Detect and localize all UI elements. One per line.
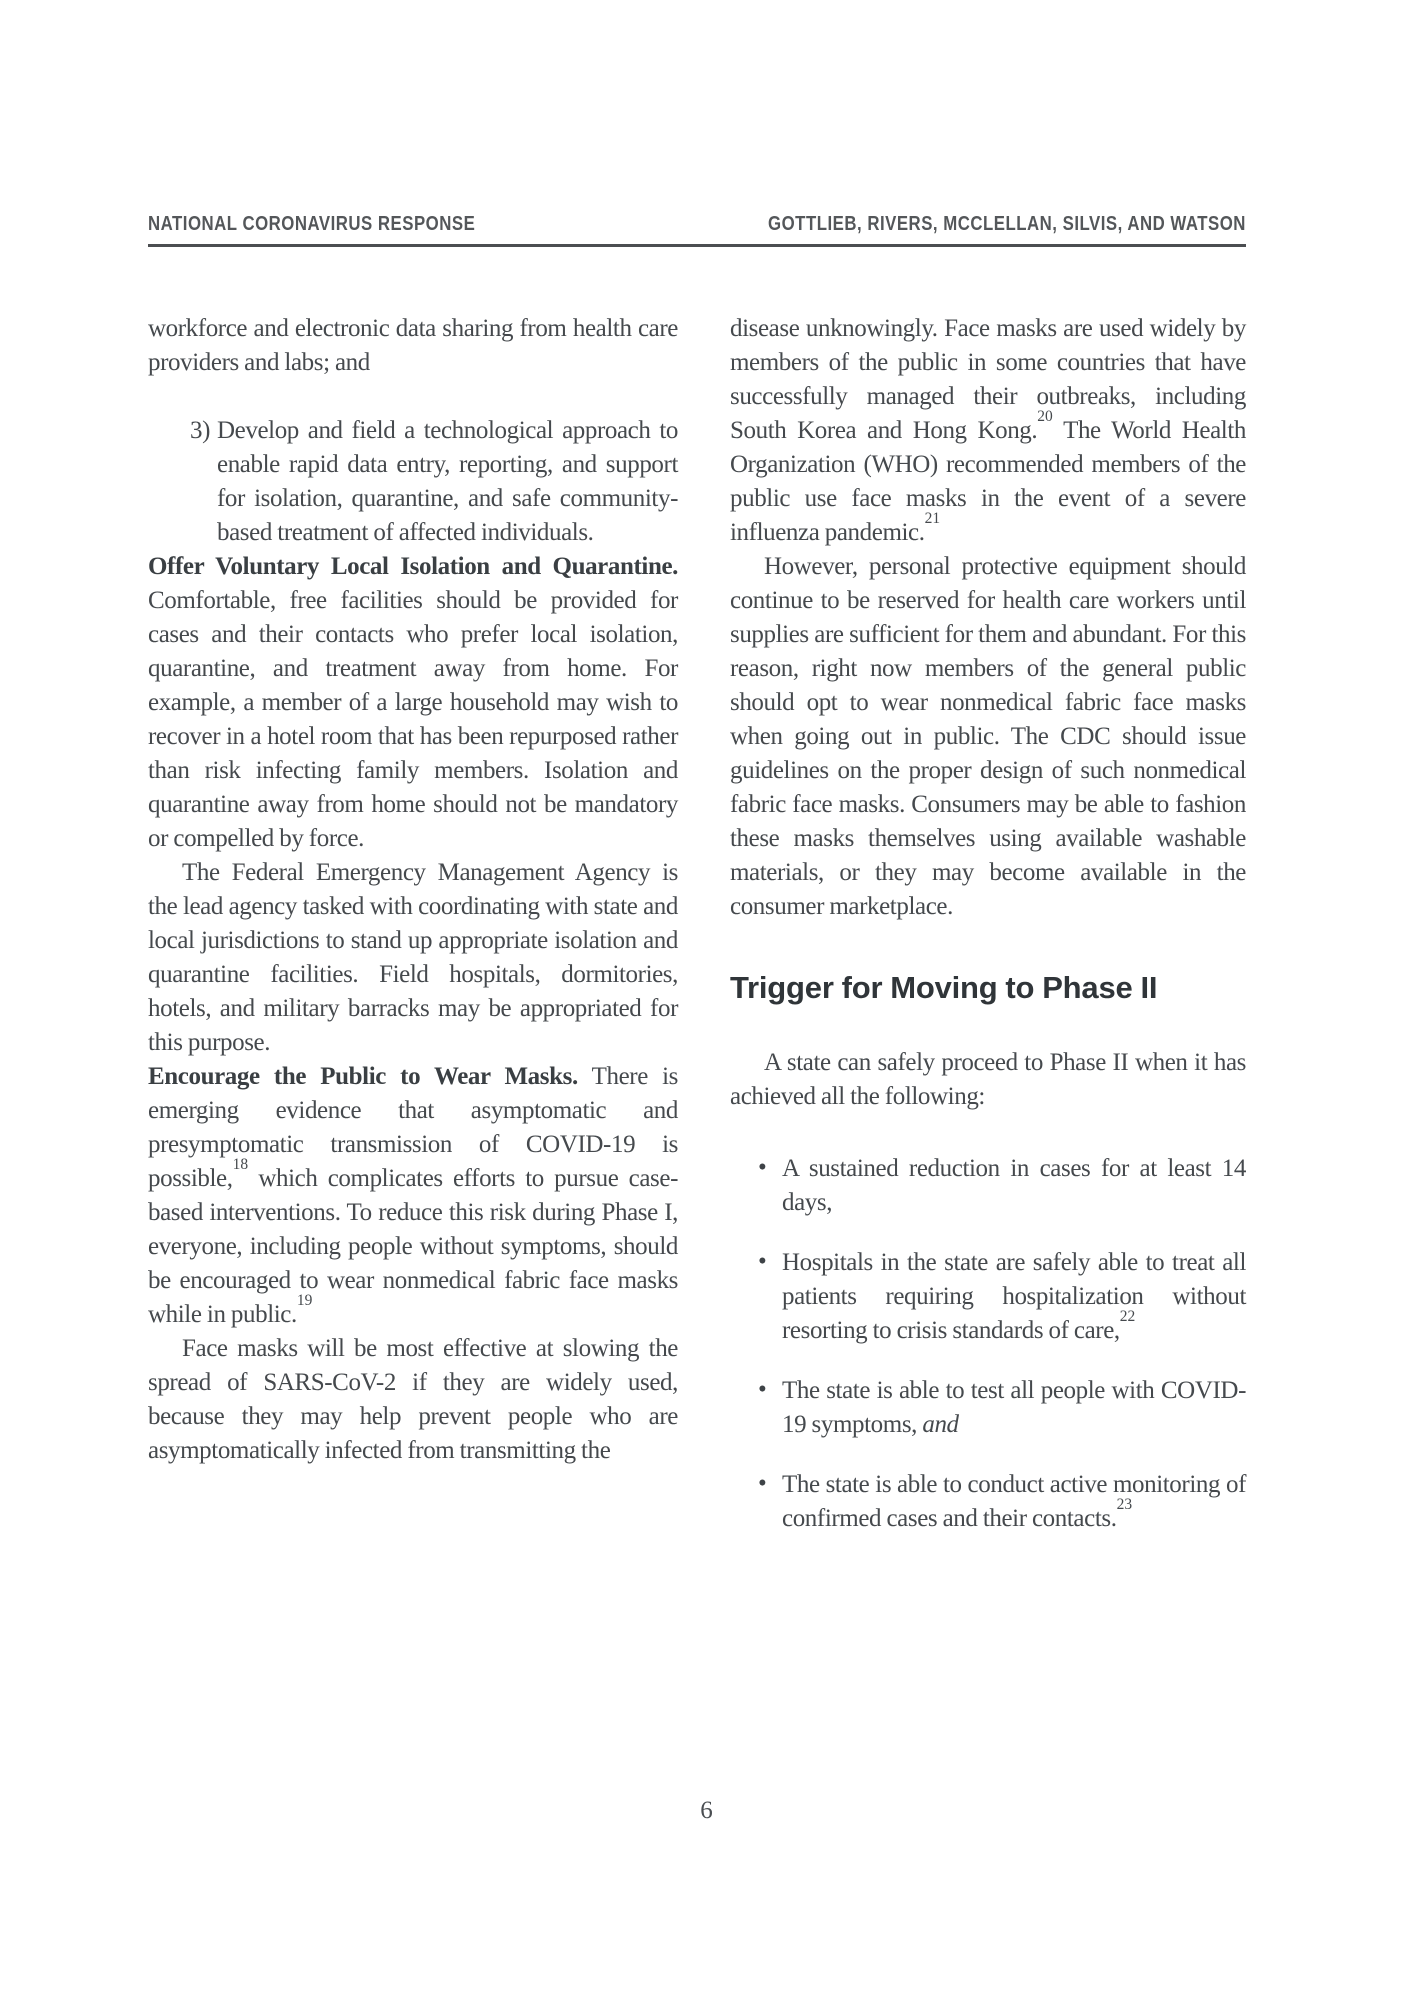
paragraph-trigger-intro: A state can safely proceed to Phase II when it has achieved all the following: (730, 1049, 1246, 1110)
paragraph-text: Comfortable, free facilities should be provided for cases and their contacts who prefer local isolation, quarantine, and treatment away from home. For example, a member of a large household may wish to recover in a hotel room that has been repurposed rather than risk infecting family members. Isolation and quarantine away from home should not be mandatory or compelled by force. (148, 587, 678, 852)
page-number: 6 (700, 1797, 713, 1824)
bullet-text-italic: and (922, 1411, 959, 1438)
running-head-title: NATIONAL CORONAVIRUS RESPONSE (148, 213, 476, 235)
criteria-item-testing (730, 1374, 1246, 1442)
paragraph-text: disease unknowingly. Face masks are used widely by members of the public in some countries that have successfully managed their outbreaks, including South Korea and Hong Kong. (730, 315, 1246, 444)
footnote-ref: 23 (1116, 1495, 1133, 1513)
running-head-authors: GOTTLIEB, RIVERS, MCCLELLAN, SILVIS, AND WATSON (768, 213, 1246, 235)
footnote-ref: 21 (924, 509, 941, 527)
footnote-ref: 20 (1037, 407, 1053, 425)
paragraph-lead-in: Offer Voluntary Local Isolation and Quarantine. (148, 553, 678, 580)
criteria-item-sustained-reduction (730, 1152, 1246, 1220)
bullet-text: The state is able to conduct active monitoring of confirmed cases and their contacts. (782, 1471, 1246, 1532)
paragraph-text: The World Health Organization (WHO) recommended members of the public use face masks in the event of a severe influenza pandemic. (730, 417, 1246, 546)
list-item-text: Develop and field a technological approach to enable rapid data entry, reporting, and support for isolation, quarantine, and safe community-based treatment of affected individuals. (217, 417, 678, 546)
list-continuation-paragraph: workforce and electronic data sharing from health care providers and labs; and (148, 315, 678, 376)
paragraph-wear-masks (148, 1060, 678, 1332)
section-heading-trigger-phase-2: Trigger for Moving to Phase II (730, 970, 1158, 1005)
bullet-text: Hospitals in the state are safely able to treat all patients requiring hospitalization without resorting to crisis standards of care, (782, 1249, 1246, 1344)
paragraph-text: There is emerging evidence that asymptomatic and presymptomatic transmission of COVID-19 is possible, (148, 1063, 679, 1192)
list-item-number: 3) (190, 417, 211, 444)
paragraph-ppe: However, personal protective equipment should continue to be reserved for health care workers until supplies are sufficient for them and abundant. For this reason, right now members of the general public should opt to wear nonmedical fabric face masks when going out in public. The CDC should issue guidelines on the proper design of such nonmedical fabric face masks. Consumers may be able to fashion these masks themselves using available washable materials, or they may become available in the consumer marketplace. (730, 553, 1246, 920)
body-columns (148, 312, 1246, 1536)
footnote-ref: 18 (232, 1155, 249, 1173)
bullet-text: A sustained reduction in cases for at least 14 days, (782, 1155, 1246, 1216)
paragraph-disease (730, 312, 1246, 550)
footnote-ref: 22 (1119, 1307, 1136, 1325)
bullet-text: The state is able to test all people with COVID-19 symptoms, (782, 1377, 1246, 1438)
paragraph-text: which complicates efforts to pursue case-based interventions. To reduce this risk during Phase I, everyone, including people without symptoms, should be encouraged to wear nonmedical fabric face masks while in public. (148, 1165, 678, 1328)
paragraph-lead-in: Encourage the Public to Wear Masks. (148, 1063, 578, 1090)
criteria-item-monitoring (730, 1468, 1246, 1536)
paragraph-isolation-quarantine (148, 550, 678, 856)
phase-2-criteria-list (730, 1152, 1246, 1536)
numbered-list-item-3 (148, 414, 678, 550)
footnote-ref: 19 (296, 1291, 313, 1309)
running-head (148, 213, 1246, 247)
paragraph-face-masks: Face masks will be most effective at slowing the spread of SARS-CoV-2 if they are widely used, because they may help prevent people who are asymptomatically infected from transmitting the (148, 1335, 678, 1464)
paragraph-fema: The Federal Emergency Management Agency is the lead agency tasked with coordinating with state and local jurisdictions to stand up appropriate isolation and quarantine facilities. Field hospitals, dormitories, hotels, and military barracks may be appropriated for this purpose. (148, 859, 678, 1056)
right-column (730, 312, 1246, 1536)
criteria-item-hospitals (730, 1246, 1246, 1348)
left-column (148, 312, 678, 1536)
